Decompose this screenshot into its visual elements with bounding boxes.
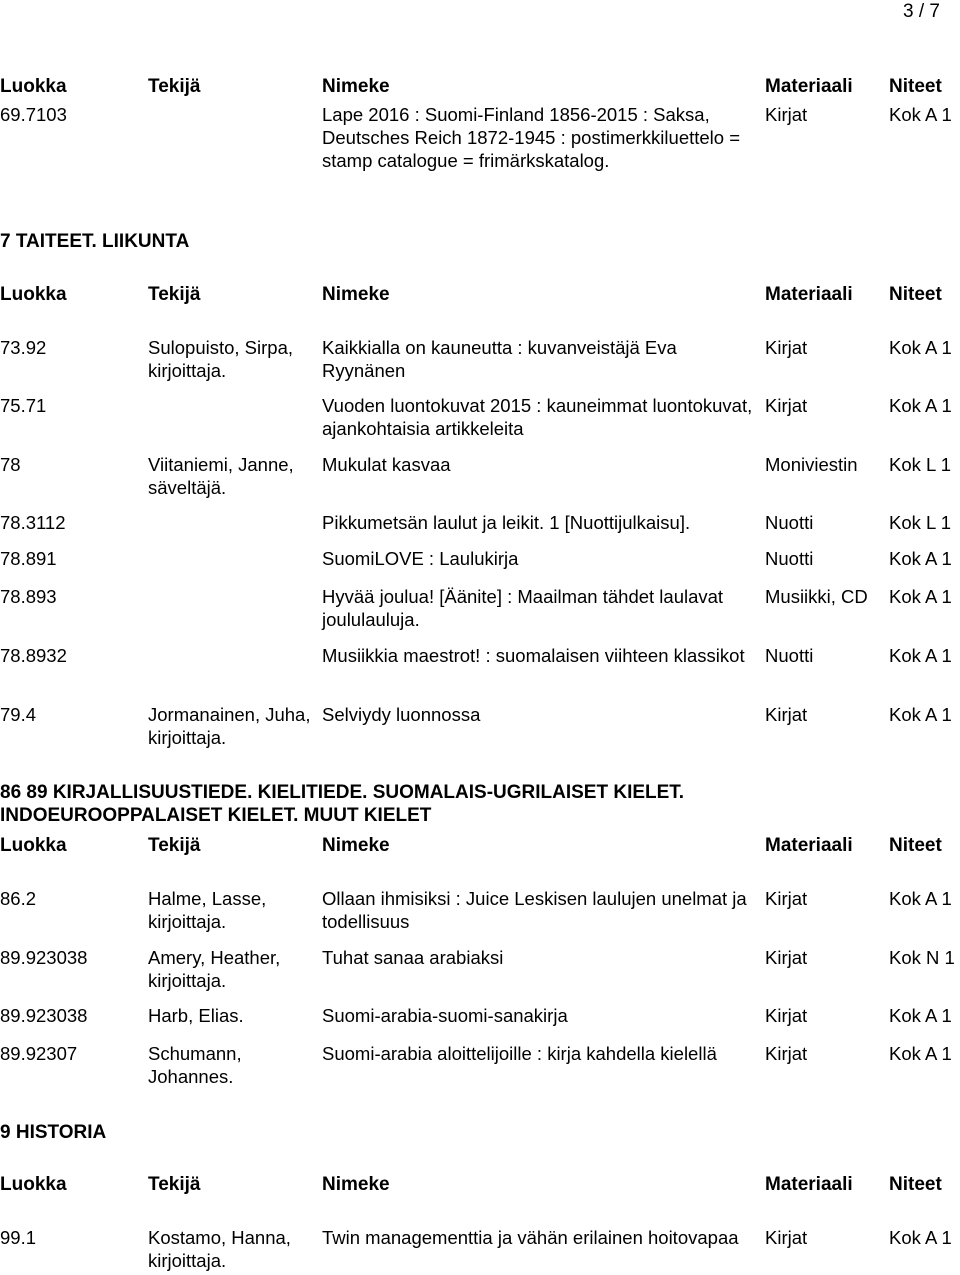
cell-materiaali: Nuotti	[765, 645, 814, 666]
cell-niteet: Kok A 1	[889, 888, 952, 909]
section-title: 86 89 KIRJALLISUUSTIEDE. KIELITIEDE. SUOMALAIS-UGRILAISET KIELET. INDOEUROOPPALAISET KIELET. MUUT KIELET	[0, 782, 685, 826]
cell-nimeke: Lape 2016 : Suomi-Finland 1856-2015 : Saksa, Deutsches Reich 1872-1945 : postimerkkiluettelo = stamp catalogue = frimärkskatalog.	[322, 104, 741, 171]
page-number: 3 / 7	[903, 1, 940, 22]
cell-nimeke: Twin managementtia ja vähän erilainen hoitovapaa	[322, 1227, 739, 1248]
cell-materiaali: Nuotti	[765, 512, 814, 533]
cell-niteet: Kok A 1	[889, 104, 952, 125]
cell-nimeke: Kaikkialla on kauneutta : kuvanveistäjä Eva Ryynänen	[322, 337, 677, 381]
cell-nimeke: Mukulat kasvaa	[322, 454, 451, 475]
cell-niteet: Kok A 1	[889, 1043, 952, 1064]
cell-niteet: Kok A 1	[889, 645, 952, 666]
cell-materiaali: Kirjat	[765, 888, 808, 909]
header-luokka: Luokka	[0, 835, 67, 856]
cell-luokka: 75.71	[0, 395, 47, 416]
cell-luokka: 73.92	[0, 337, 47, 358]
cell-materiaali: Kirjat	[765, 704, 808, 725]
header-luokka: Luokka	[0, 284, 67, 305]
cell-niteet: Kok A 1	[889, 1005, 952, 1026]
cell-tekija: Viitaniemi, Janne, säveltäjä.	[148, 454, 294, 498]
header-nimeke: Nimeke	[322, 284, 390, 305]
cell-materiaali: Moniviestin	[765, 454, 858, 475]
cell-niteet: Kok A 1	[889, 704, 952, 725]
header-luokka: Luokka	[0, 1174, 67, 1195]
cell-materiaali: Kirjat	[765, 947, 808, 968]
cell-luokka: 78.8932	[0, 645, 67, 666]
cell-tekija: Sulopuisto, Sirpa, kirjoittaja.	[148, 337, 294, 381]
cell-materiaali: Kirjat	[765, 337, 808, 358]
cell-niteet: Kok A 1	[889, 337, 952, 358]
table-header	[0, 834, 960, 857]
cell-materiaali: Kirjat	[765, 1227, 808, 1248]
cell-luokka: 89.92307	[0, 1043, 78, 1064]
cell-niteet: Kok A 1	[889, 586, 952, 607]
cell-niteet: Kok A 1	[889, 548, 952, 569]
cell-tekija: Jormanainen, Juha, kirjoittaja.	[148, 704, 311, 748]
cell-tekija: Halme, Lasse, kirjoittaja.	[148, 888, 267, 932]
cell-tekija: Kostamo, Hanna, kirjoittaja.	[148, 1227, 291, 1271]
cell-luokka: 86.2	[0, 888, 37, 909]
cell-luokka: 99.1	[0, 1227, 37, 1248]
cell-luokka: 78.891	[0, 548, 57, 569]
header-tekija: Tekijä	[148, 835, 201, 856]
header-niteet: Niteet	[889, 76, 942, 97]
cell-materiaali: Kirjat	[765, 104, 808, 125]
cell-niteet: Kok A 1	[889, 1227, 952, 1248]
header-tekija: Tekijä	[148, 1174, 201, 1195]
cell-nimeke: Ollaan ihmisiksi : Juice Leskisen laulujen unelmat ja todellisuus	[322, 888, 747, 932]
cell-materiaali: Musiikki, CD	[765, 586, 868, 607]
cell-materiaali: Kirjat	[765, 1005, 808, 1026]
header-niteet: Niteet	[889, 284, 942, 305]
cell-luokka: 78.893	[0, 586, 57, 607]
cell-luokka: 69.7103	[0, 104, 67, 125]
header-tekija: Tekijä	[148, 76, 201, 97]
header-luokka: Luokka	[0, 76, 67, 97]
cell-nimeke: Hyvää joulua! [Äänite] : Maailman tähdet laulavat joululauluja.	[322, 586, 724, 630]
cell-nimeke: SuomiLOVE : Laulukirja	[322, 548, 519, 569]
header-nimeke: Nimeke	[322, 76, 390, 97]
header-niteet: Niteet	[889, 835, 942, 856]
cell-niteet: Kok N 1	[889, 947, 955, 968]
cell-nimeke: Pikkumetsän laulut ja leikit. 1 [Nuottijulkaisu].	[322, 512, 691, 533]
cell-tekija: Harb, Elias.	[148, 1005, 244, 1026]
cell-luokka: 89.923038	[0, 1005, 88, 1026]
cell-niteet: Kok A 1	[889, 395, 952, 416]
header-materiaali: Materiaali	[765, 1174, 853, 1195]
cell-materiaali: Nuotti	[765, 548, 814, 569]
table-header	[0, 283, 960, 306]
cell-niteet: Kok L 1	[889, 512, 952, 533]
cell-luokka: 78.3112	[0, 512, 66, 533]
header-materiaali: Materiaali	[765, 835, 853, 856]
cell-materiaali: Kirjat	[765, 1043, 808, 1064]
table-header	[0, 75, 960, 98]
cell-nimeke: Suomi-arabia-suomi-sanakirja	[322, 1005, 568, 1026]
header-tekija: Tekijä	[148, 284, 201, 305]
cell-luokka: 89.923038	[0, 947, 88, 968]
cell-tekija: Amery, Heather, kirjoittaja.	[148, 947, 281, 991]
cell-nimeke: Vuoden luontokuvat 2015 : kauneimmat luontokuvat, ajankohtaisia artikkeleita	[322, 395, 753, 439]
header-niteet: Niteet	[889, 1174, 942, 1195]
cell-nimeke: Suomi-arabia aloittelijoille : kirja kahdella kielellä	[322, 1043, 717, 1064]
header-materiaali: Materiaali	[765, 284, 853, 305]
section-title: 7 TAITEET. LIIKUNTA	[0, 231, 190, 252]
cell-luokka: 78	[0, 454, 21, 475]
cell-luokka: 79.4	[0, 704, 37, 725]
cell-niteet: Kok L 1	[889, 454, 952, 475]
cell-nimeke: Selviydy luonnossa	[322, 704, 481, 725]
table-header	[0, 1173, 960, 1196]
cell-tekija: Schumann, Johannes.	[148, 1043, 242, 1087]
cell-nimeke: Tuhat sanaa arabiaksi	[322, 947, 504, 968]
header-nimeke: Nimeke	[322, 835, 390, 856]
cell-nimeke: Musiikkia maestrot! : suomalaisen viihteen klassikot	[322, 645, 745, 666]
header-materiaali: Materiaali	[765, 76, 853, 97]
cell-materiaali: Kirjat	[765, 395, 808, 416]
header-nimeke: Nimeke	[322, 1174, 390, 1195]
section-title: 9 HISTORIA	[0, 1122, 107, 1143]
